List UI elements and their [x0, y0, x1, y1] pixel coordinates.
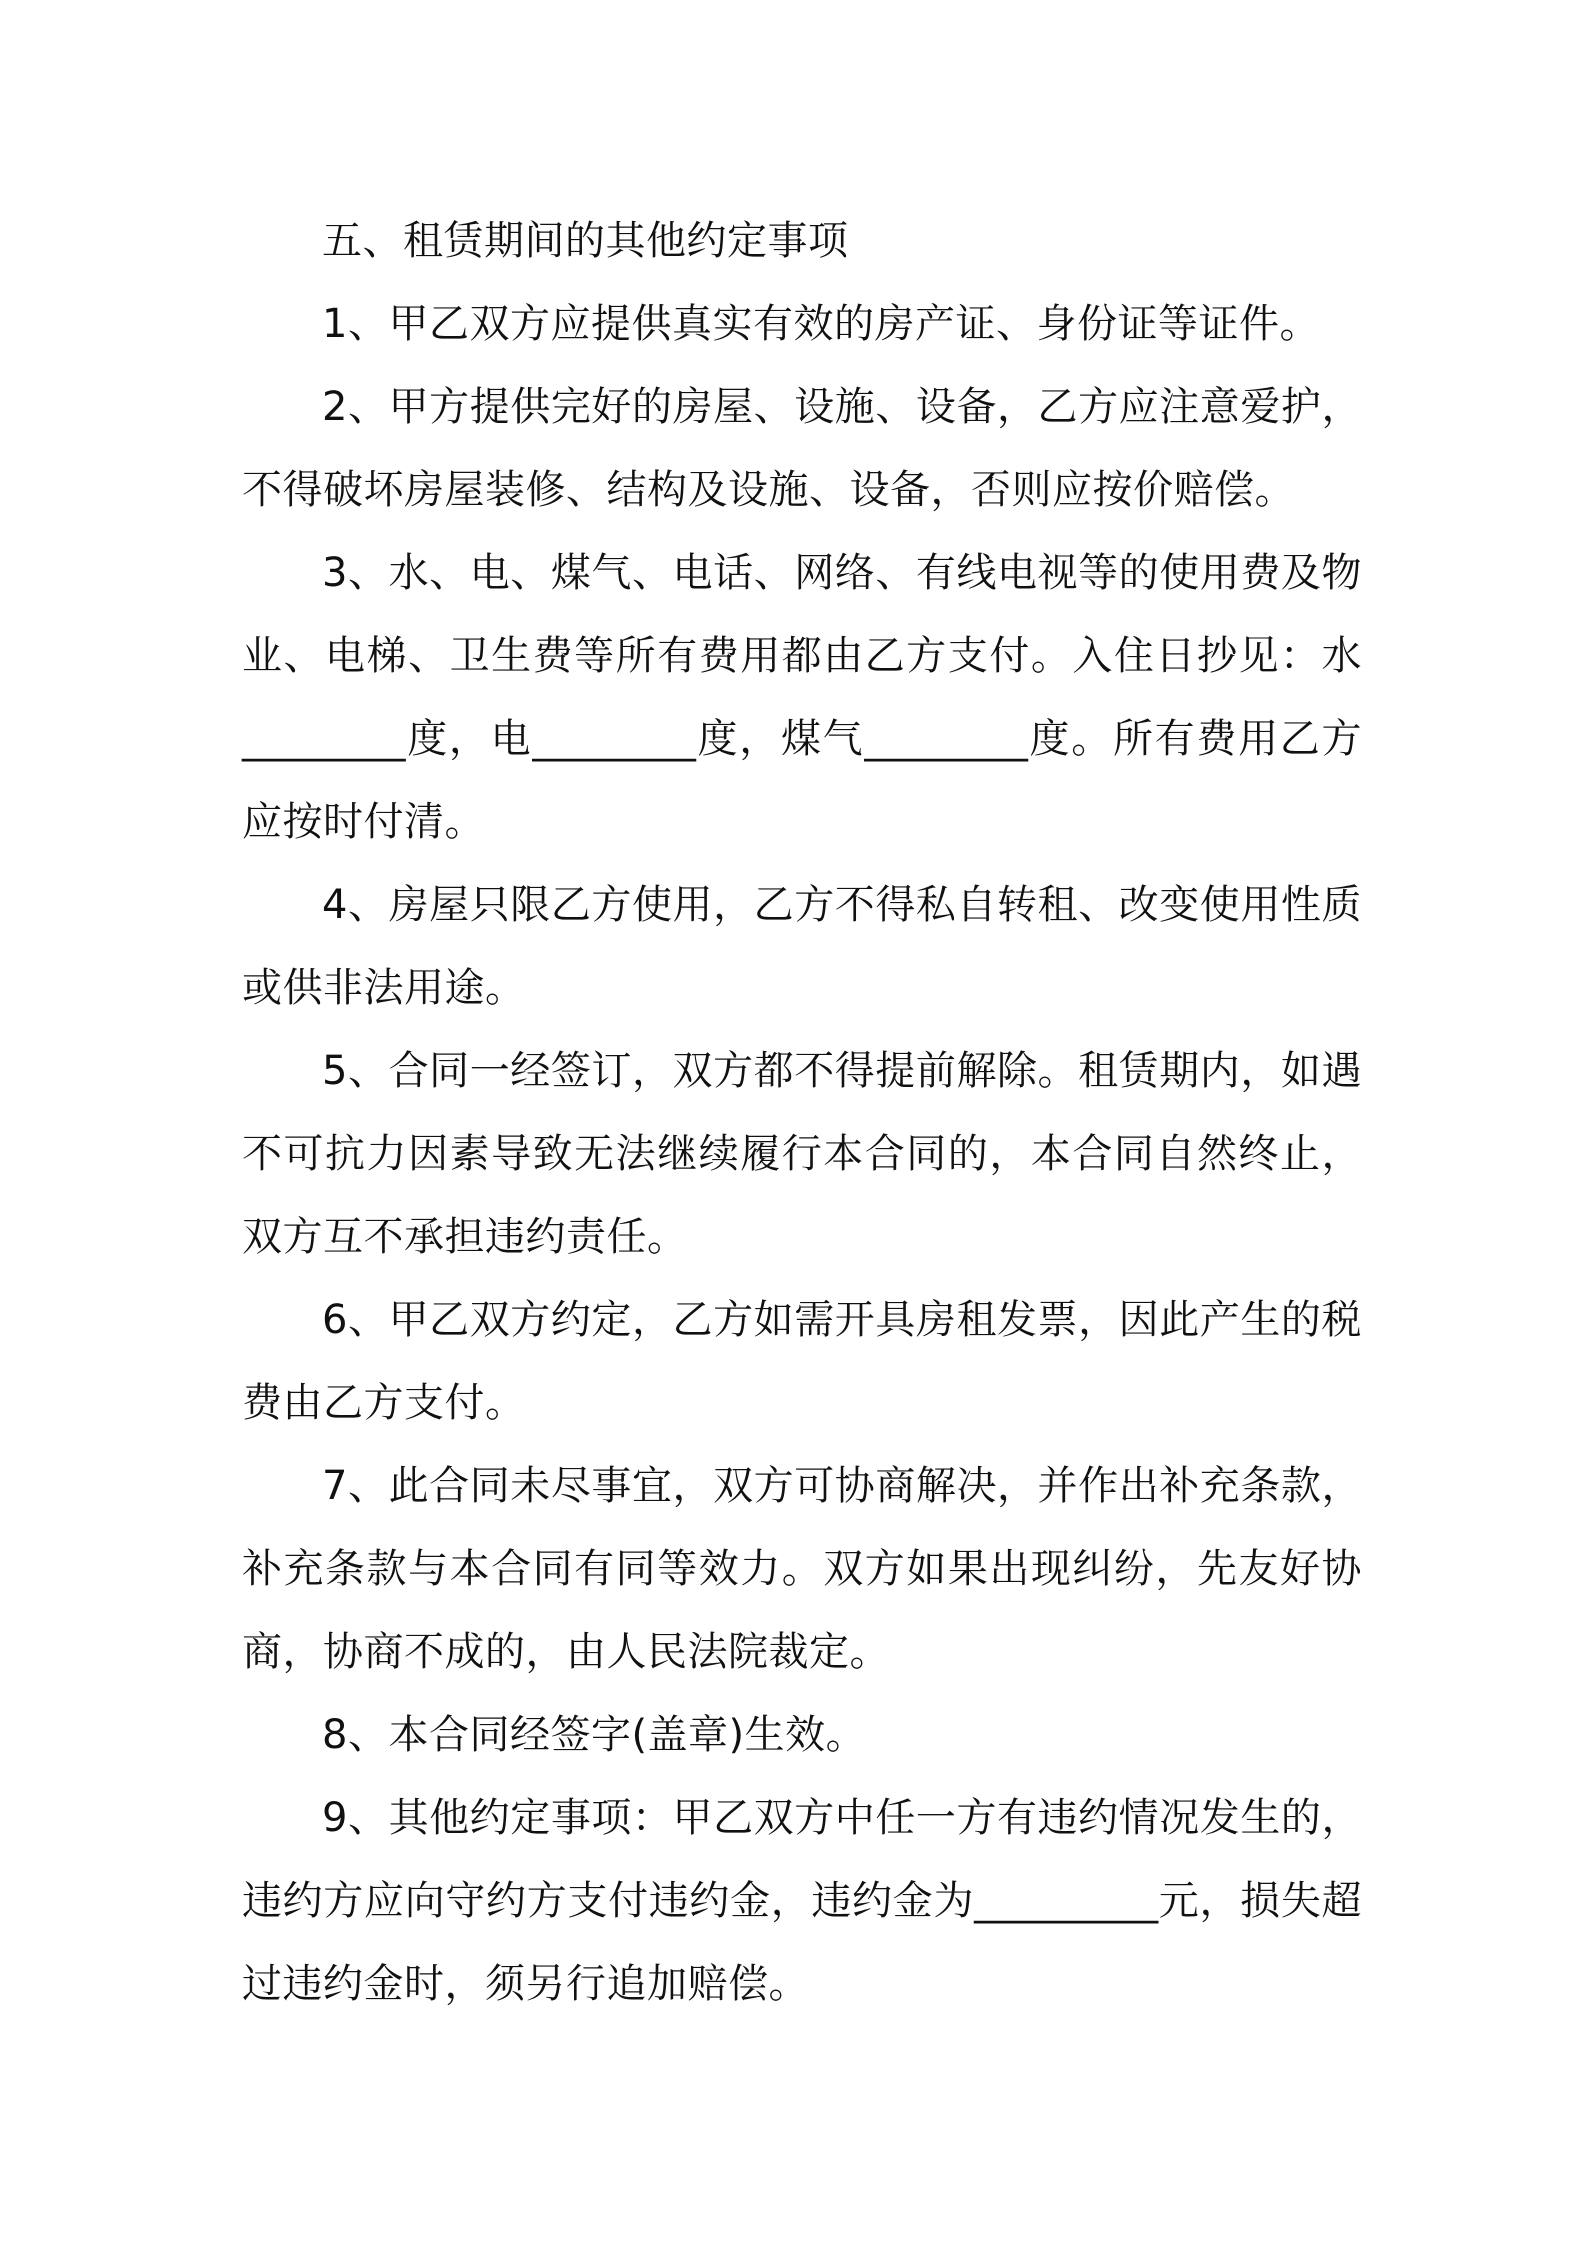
- clause-8: 8、本合同经签字(盖章)生效。: [322, 1712, 867, 1758]
- clause-1: 1、甲乙双方应提供真实有效的房产证、身份证等证件。: [322, 301, 1320, 347]
- clause-2: 2、甲方提供完好的房屋、设施、设备，乙方应注意爱护，不得破坏房屋装修、结构及设施、设备，否则应按价赔偿。: [242, 384, 1362, 513]
- clause-7: 7、此合同未尽事宜，双方可协商解决，并作出补充条款，补充条款与本合同有同等效力。双方如果出现纠纷，先友好协商，协商不成的，由人民法院裁定。: [242, 1463, 1362, 1675]
- clause-4: 4、房屋只限乙方使用，乙方不得私自转租、改变使用性质或供非法用途。: [242, 882, 1362, 1011]
- section-title: 五、租赁期间的其他约定事项: [322, 218, 849, 264]
- clause-3: 3、水、电、煤气、电话、网络、有线电视等的使用费及物业、电梯、卫生费等所有费用都由乙方支付。入住日抄见：水________度，电________度，煤气________度。所有费用乙方应按时付清。: [242, 550, 1362, 845]
- clause-6: 6、甲乙双方约定，乙方如需开具房租发票，因此产生的税费由乙方支付。: [242, 1297, 1362, 1426]
- clause-9: 9、其他约定事项：甲乙双方中任一方有违约情况发生的，违约方应向守约方支付违约金，违约金为_________元，损失超过违约金时，须另行追加赔偿。: [242, 1795, 1362, 2007]
- document-body: [242, 200, 1362, 2026]
- clause-5: 5、合同一经签订，双方都不得提前解除。租赁期内，如遇不可抗力因素导致无法继续履行本合同的，本合同自然终止，双方互不承担违约责任。: [242, 1048, 1362, 1260]
